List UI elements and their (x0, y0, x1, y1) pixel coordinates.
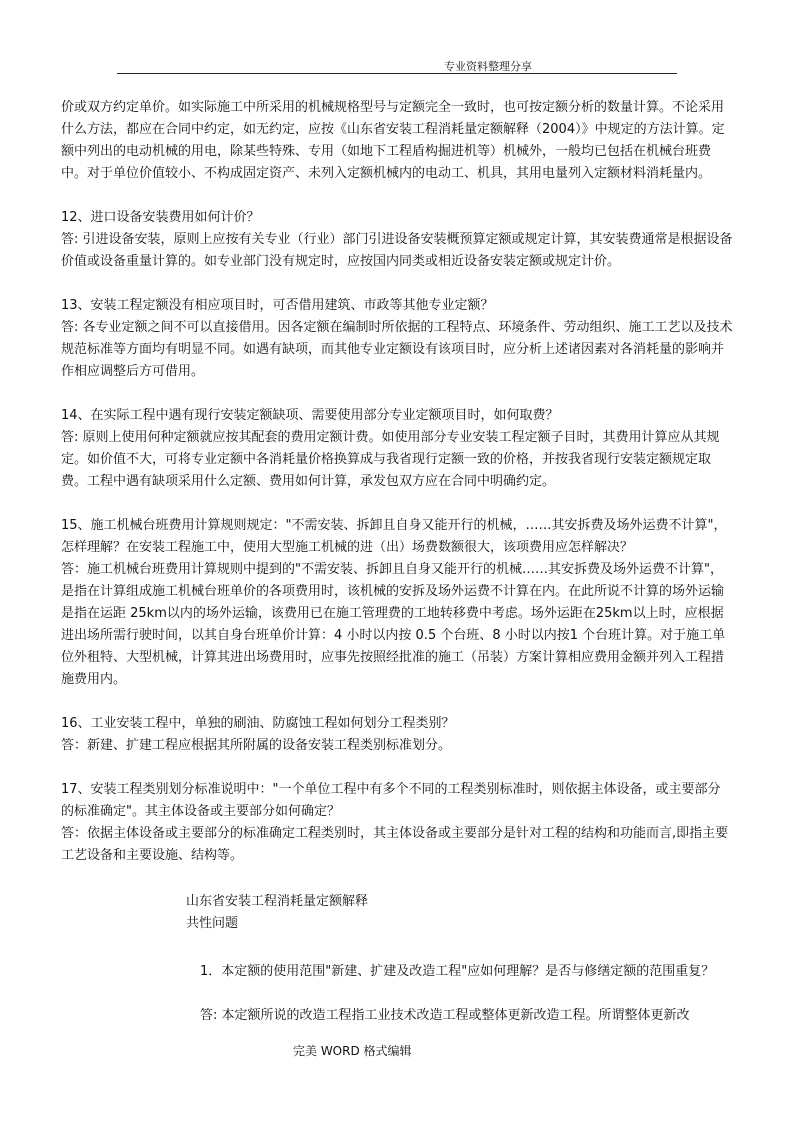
document-body (61, 97, 733, 867)
page-header: 专业资料整理分享 (444, 60, 532, 73)
question-1: 1．本定额的使用范围"新建、扩建及改造工程"应如何理解？是否与修缮定额的范围重复？ (200, 964, 715, 979)
answer-14: 答: 原则上使用何种定额就应按其配套的费用定额计费。如使用部分专业安装工程定额子目时，其费用计算应从其规定。如价值不大，可将专业定额中各消耗量价格换算成与我省现行定额一致的价格，并按我省现行安装定额规定取费。工程中遇有缺项采用什么定额、费用如何计算，承发包双方应在合同中明确约定。 (61, 430, 720, 489)
intro-paragraph: 价或双方约定单价。如实际施工中所采用的机械规格型号与定额完全一致时，也可按定额分析的数量计算。不论采用什么方法，都应在合同中约定，如无约定，应按《山东省安装工程消耗量定额解释（2004）》中规定的方法计算。定额中列出的电动机械的用电，除某些特殊、专用（如地下工程盾构掘进机等）机械外，一般均已包括在机械台班费中。对于单位价值较小、不构成固定资产、未列入定额机械内的电动工、机具，其用电量列入定额材料消耗量内。 (61, 100, 725, 181)
question-14: 14、在实际工程中遇有现行安装定额缺项、需要使用部分专业定额项目时，如何取费？ (61, 408, 559, 423)
answer-13: 答: 各专业定额之间不可以直接借用。因各定额在编制时所依据的工程特点、环境条件、劳动组织、施工工艺以及技术规范标准等方面均有明显不同。如遇有缺项，而其他专业定额设有该项目时，应分析上述诸因素对各消耗量的影响并作相应调整后方可借用。 (61, 320, 733, 379)
header-divider (117, 73, 677, 74)
section-subtitle: 共性问题 (186, 916, 239, 931)
question-15: 15、施工机械台班费用计算规则规定："不需安装、拆卸且自身又能开行的机械，……其安拆费及场外运费不计算"，怎样理解？在安装工程施工中，使用大型施工机械的进（出）场费数额很大，该项费用应怎样解决？ (61, 518, 727, 555)
answer-15: 答：施工机械台班费用计算规则中提到的"不需安装、拆卸且自身又能开行的机械……其安拆费及场外运费不计算"，是指在计算组成施工机械台班单价的各项费用时，该机械的安拆及场外运费不计算在内。在此所说不计算的场外运输是指在运距 25km以内的场外运输，该费用已在施工管理费的工地转移费中考虑。场外运距在25km以上时，应根据进出场所需行驶时间，以其自身台班单价计算：4 小时以内按 0.5 个台班、8 小时以内按1 个台班计算。对于施工单位外租特、大型机械，计算其进出场费用时，应事先按照经批准的施工（吊装）方案计算相应费用金额并列入工程措施费用内。 (61, 562, 726, 687)
answer-17: 答：依据主体设备或主要部分的标准确定工程类别时，其主体设备或主要部分是针对工程的结构和功能而言,即指主要工艺设备和主要设施、结构等。 (61, 826, 729, 863)
question-13: 13、安装工程定额没有相应项目时，可否借用建筑、市政等其他专业定额？ (61, 298, 494, 313)
question-16: 16、工业安装工程中，单独的刷油、防腐蚀工程如何划分工程类别？ (61, 716, 455, 731)
answer-1: 答: 本定额所说的改造工程指工业技术改造工程或整体更新改造工程。所谓整体更新改 (200, 1008, 690, 1023)
section-title: 山东省安装工程消耗量定额解释 (186, 894, 369, 909)
page-footer: 完美 WORD 格式编辑 (293, 1044, 412, 1058)
question-17: 17、安装工程类别划分标准说明中："一个单位工程中有多个不同的工程类别标准时，则依据主体设备，或主要部分的标准确定"。其主体设备或主要部分如何确定？ (61, 782, 721, 819)
answer-16: 答：新建、扩建工程应根据其所附属的设备安装工程类别标准划分。 (61, 738, 452, 753)
answer-12: 答: 引进设备安装，原则上应按有关专业（行业）部门引进设备安装概预算定额或规定计算，其安装费通常是根据设备价值或设备重量计算的。如专业部门没有规定时，应按国内同类或相近设备安装定额或规定计价。 (61, 232, 733, 269)
question-12: 12、进口设备安装费用如何计价？ (61, 210, 260, 225)
